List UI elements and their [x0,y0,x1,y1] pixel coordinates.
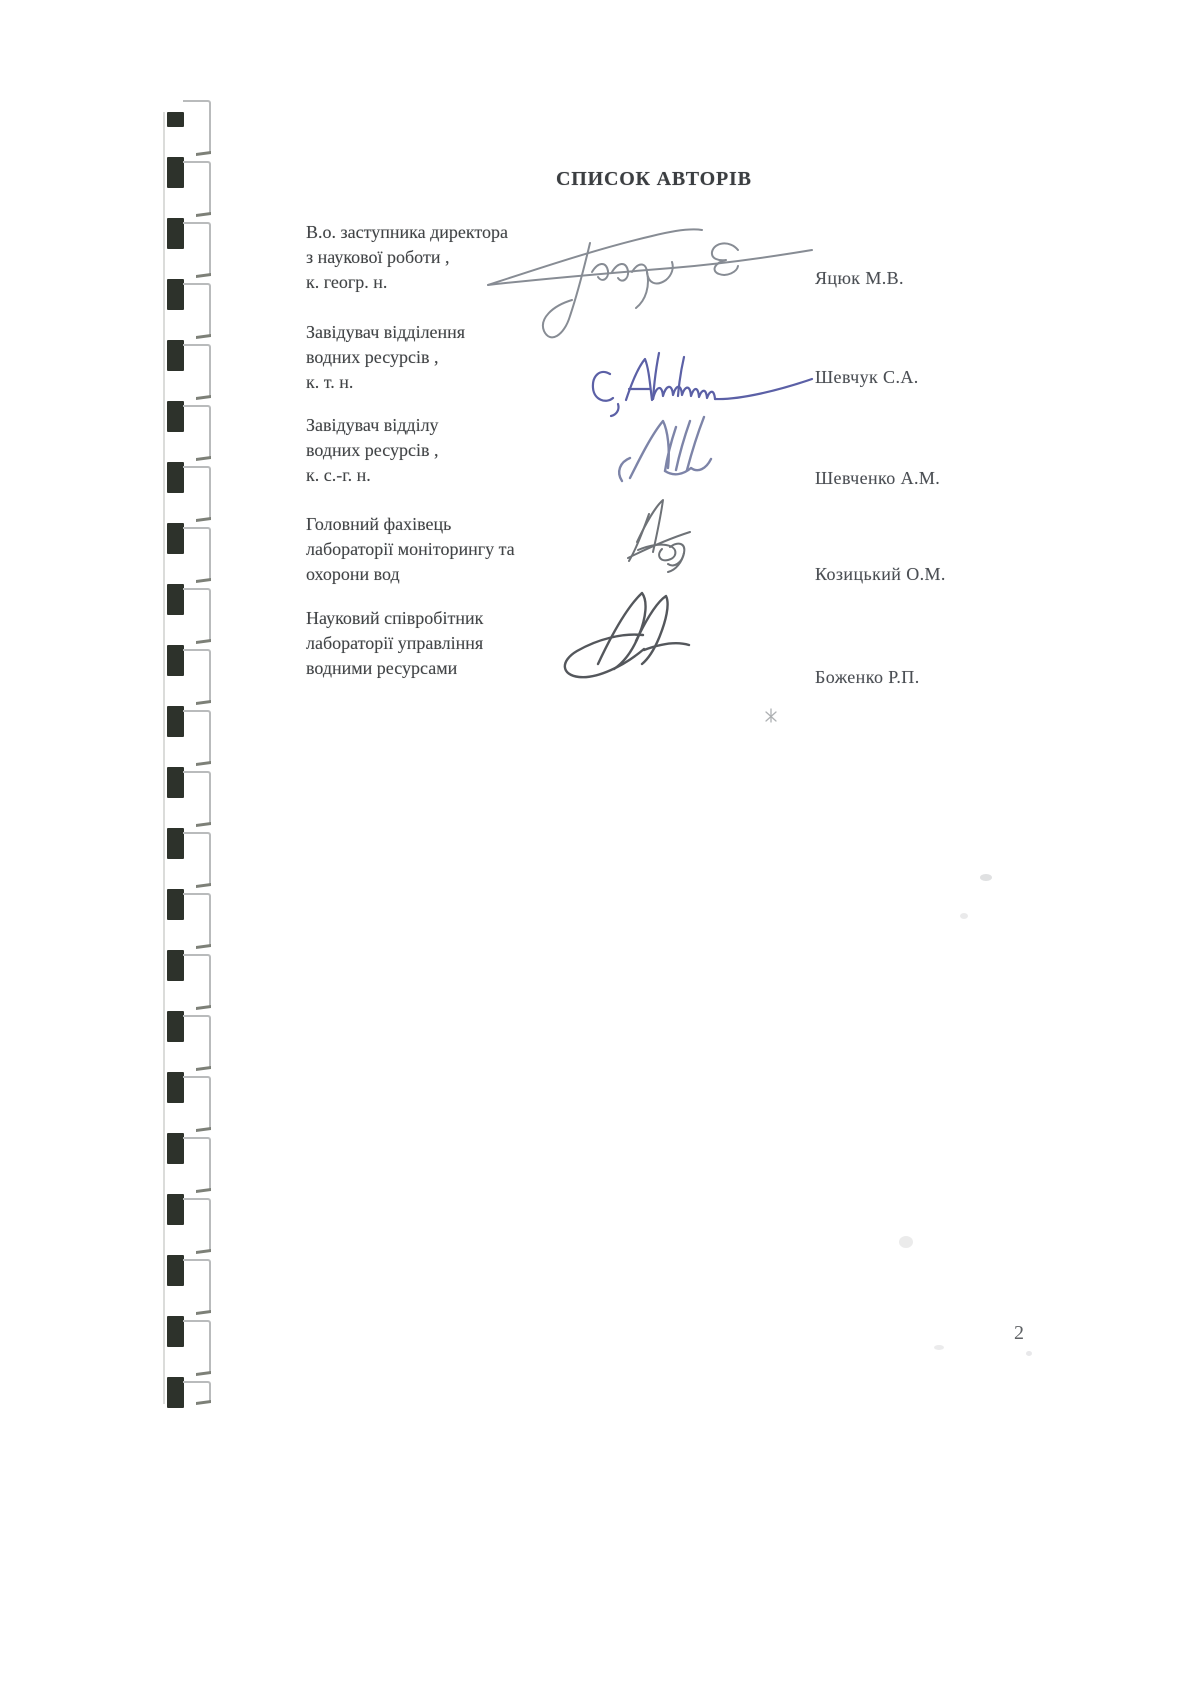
role-text [306,413,606,488]
author-name: Козицький О.М. [815,564,946,584]
binding-ring [0,1377,220,1438]
role-text [306,220,606,295]
scan-artifact [934,1345,944,1350]
binding-ring [0,523,220,584]
scan-artifact [960,913,968,919]
ink-smudge-icon [766,709,776,722]
scan-artifact [1026,1351,1032,1356]
signature-kozytskyi-icon [628,500,690,572]
author-name: Шевченко А.М. [815,468,941,488]
binding-strip [0,0,230,1683]
binding-ring [0,584,220,645]
page-number: 2 [1014,1322,1024,1344]
role-line: охорони вод [306,564,400,584]
signature-shevchenko-icon [619,417,711,481]
signature-shevchuk-icon [593,353,812,416]
binding-ring [0,1316,220,1377]
role-line: к. геогр. н. [306,272,388,292]
binding-ring [0,828,220,889]
binding-ring [0,1133,220,1194]
binding-ring [0,279,220,340]
binding-ring [0,1255,220,1316]
binding-ring [0,157,220,218]
binding-ring [0,462,220,523]
role-line: В.о. заступника директора [306,222,508,242]
binding-ring [0,1011,220,1072]
role-line: Завідувач відділу [306,415,439,435]
binding-ring [0,767,220,828]
role-line: Завідувач відділення [306,322,466,342]
binding-ring [0,889,220,950]
role-text [306,320,606,395]
role-text [306,512,606,587]
role-line: водних ресурсів , [306,440,439,460]
page-title: СПИСОК АВТОРІВ [556,168,752,190]
role-line: Головний фахівець [306,514,452,534]
role-line: лабораторії управління [306,633,484,653]
role-line: лабораторії моніторингу та [306,539,515,559]
role-line: водних ресурсів , [306,347,439,367]
role-line: к. с.-г. н. [306,465,371,485]
binding-ring [0,950,220,1011]
binding-ring [0,706,220,767]
author-name: Шевчук С.А. [815,367,919,387]
binding-ring [0,645,220,706]
role-line: водними ресурсами [306,658,458,678]
role-text [306,606,606,681]
binding-ring [0,1072,220,1133]
role-line: Науковий співробітник [306,608,484,628]
binding-ring [0,218,220,279]
role-line: к. т. н. [306,372,354,392]
binding-ring [0,96,220,157]
binding-ring [0,1194,220,1255]
scan-artifact [899,1236,913,1248]
role-line: з наукової роботи , [306,247,450,267]
author-name: Яцюк М.В. [815,268,904,288]
author-name: Боженко Р.П. [815,667,920,687]
binding-ring [0,401,220,462]
scan-artifact [980,874,992,881]
binding-ring [0,340,220,401]
